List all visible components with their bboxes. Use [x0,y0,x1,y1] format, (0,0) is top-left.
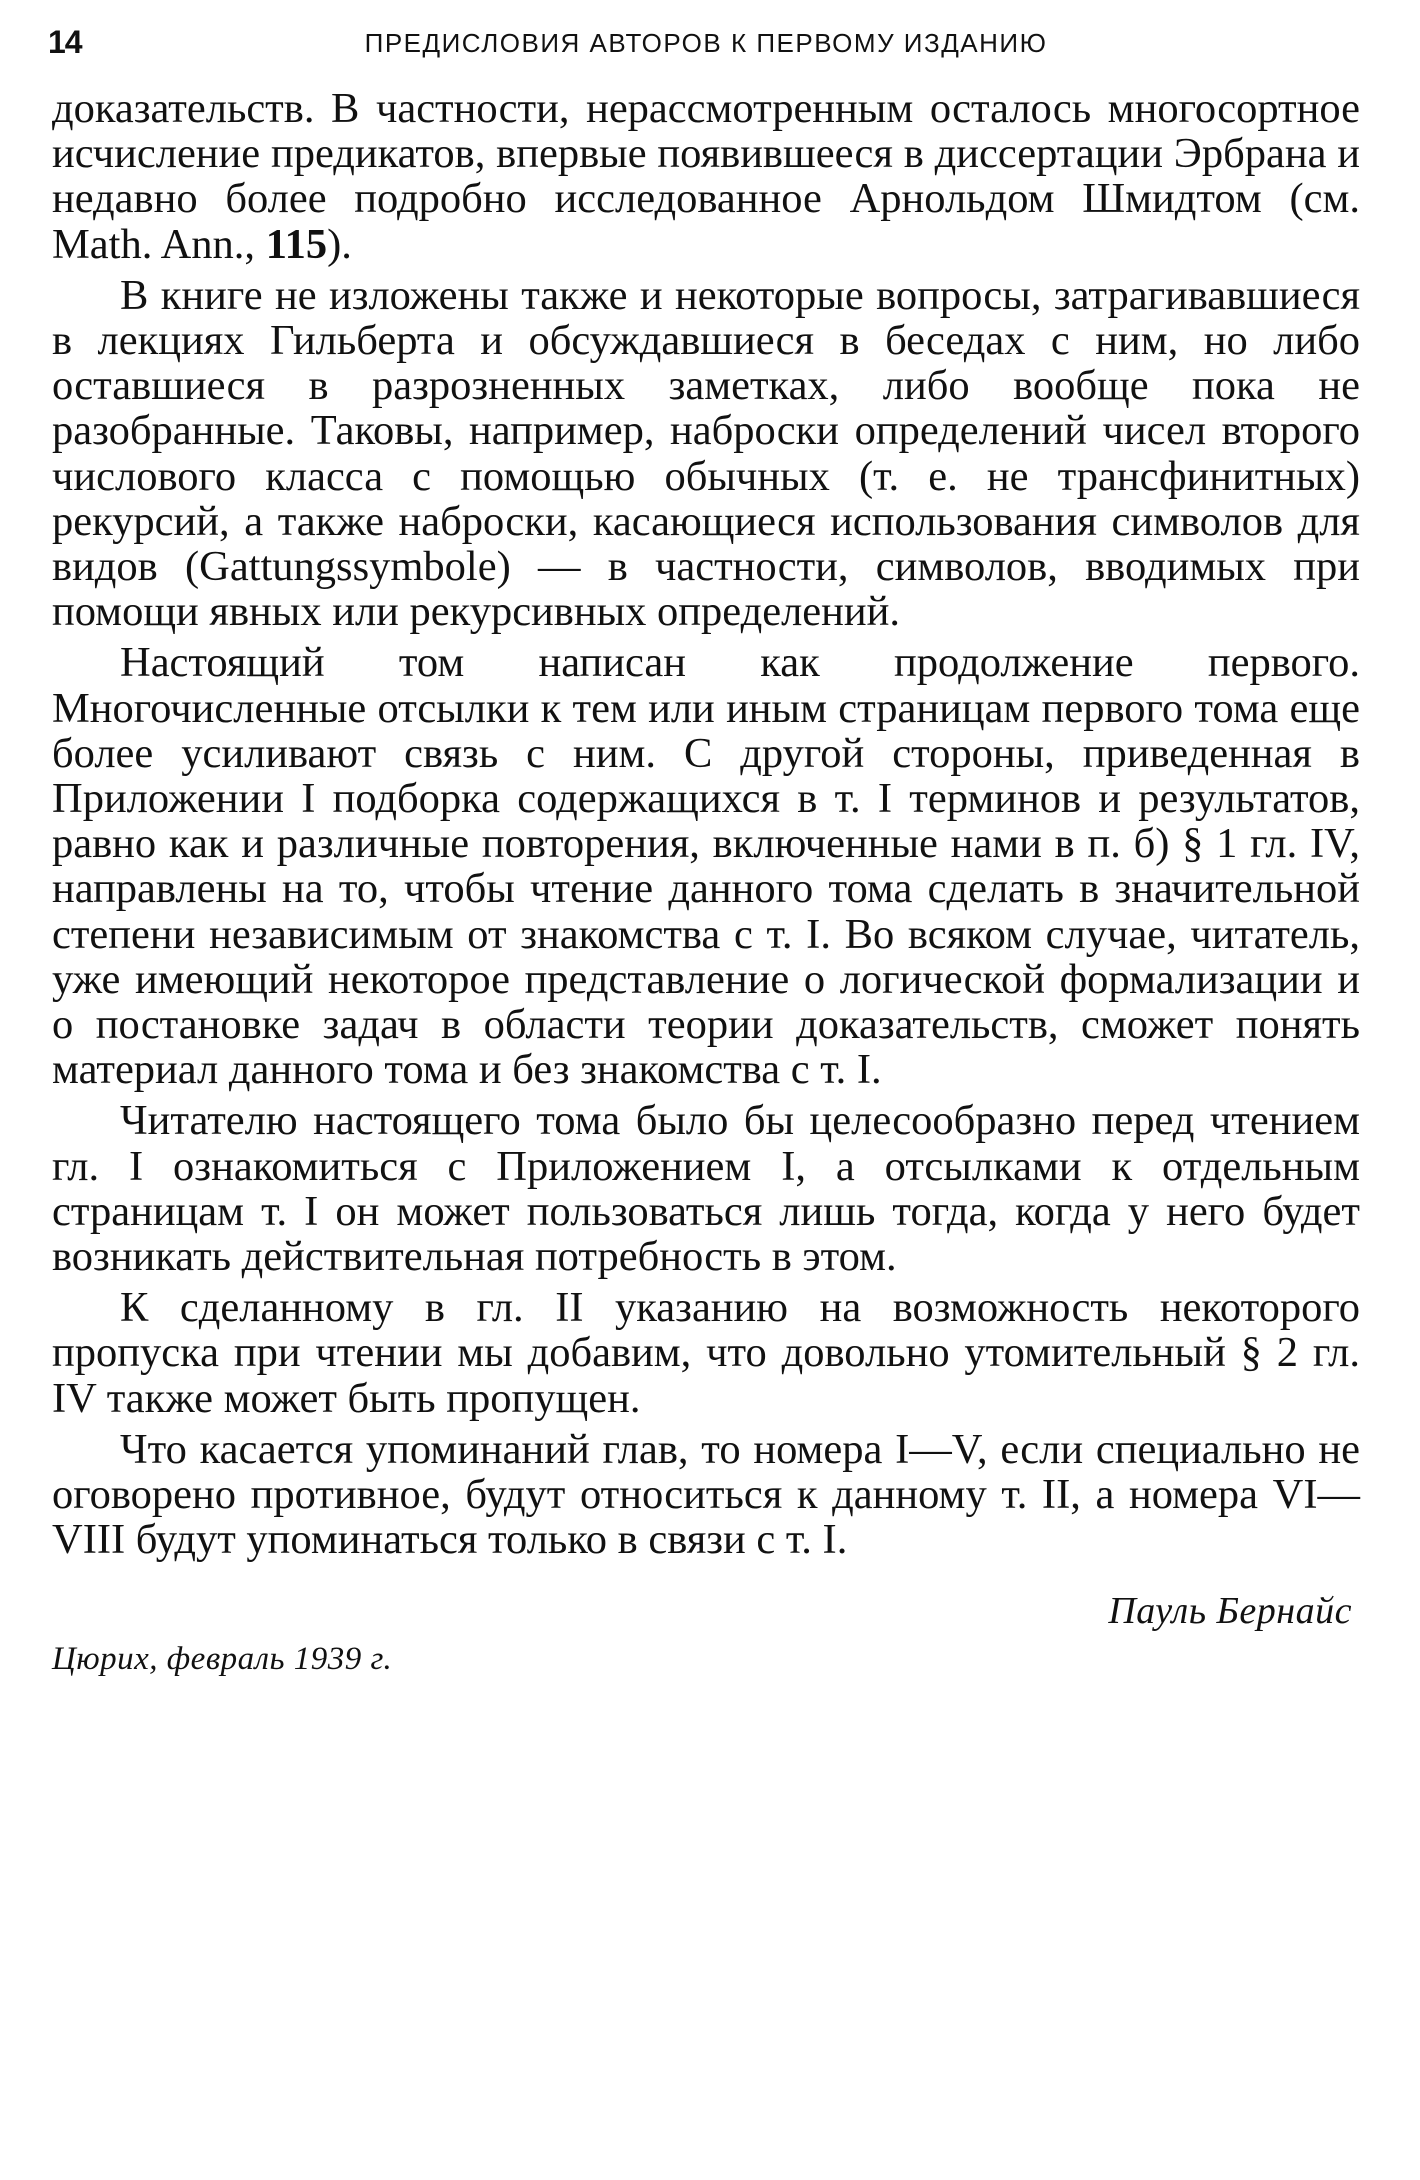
page-number: 14 [48,24,82,60]
volume-number: 115 [265,220,328,268]
body-text [52,86,1360,1563]
paragraph-1-end: ). [327,220,352,268]
author-signature: Пауль Бернайс [1108,1589,1352,1632]
paragraph-2: В книге не изложены также и некоторые вопросы, затрагивавшиеся в лекциях Гильберта и обсуждавшиеся в беседах с ним, но либо оставшиеся в разрозненных заметках, либо вообще пока не разобранные. Таковы, например, наброски определений чисел второго числового класса с помощью обычных (т. е. не трансфинитных) рекурсий, а также наброски, касающиеся использования символов для видов (Gattungssymbole) — в частности, символов, вводимых при помощи явных или рекурсивных определений. [52,271,1360,636]
paragraph-3: Настоящий том написан как продолжение первого. Многочисленные отсылки к тем или иным страницам первого тома еще более усиливают связь с ним. С другой стороны, приведенная в Приложении I подборка содержащихся в т. I терминов и результатов, равно как и различные повторения, включенные нами в п. б) § 1 гл. IV, направлены на то, чтобы чтение данного тома сделать в значительной степени независимым от знакомства с т. I. Во всяком случае, читатель, уже имеющий некоторое представление о логической формализации и о постановке задач в области теории доказательств, сможет понять материал данного тома и без знакомства с т. I. [52,639,1360,1094]
place-date: Цюрих, февраль 1939 г. [52,1640,393,1677]
paragraph-1-text: доказательств. В частности, нерассмотренным осталось многосортное исчисление предикатов, впервые появившееся в диссертации Эрбрана и недавно более подробно исследованное Арнольдом Шмидтом (см. Math. Ann., [52,85,1360,268]
paragraph-5: К сделанному в гл. II указанию на возможность некоторого пропуска при чтении мы добавим, что довольно утомительный § 2 гл. IV также может быть пропущен. [52,1284,1360,1422]
paragraph-6: Что касается упоминаний глав, то номера I—V, если специально не оговорено противное, будут относиться к данному т. II, а номера VI—VIII будут упоминаться только в связи с т. I. [52,1425,1360,1564]
running-title: ПРЕДИСЛОВИЯ АВТОРОВ К ПЕРВОМУ ИЗДАНИЮ [364,28,1048,58]
paragraph-4: Читателю настоящего тома было бы целесообразно перед чтением гл. I ознакомиться с Приложением I, а отсылками к отдельным страницам т. I он может пользоваться лишь тогда, когда у него будет возникать действительная потребность в этом. [52,1097,1360,1281]
running-head [48,0,1360,86]
book-page [48,0,1360,2180]
paragraph-1 [52,86,1360,267]
